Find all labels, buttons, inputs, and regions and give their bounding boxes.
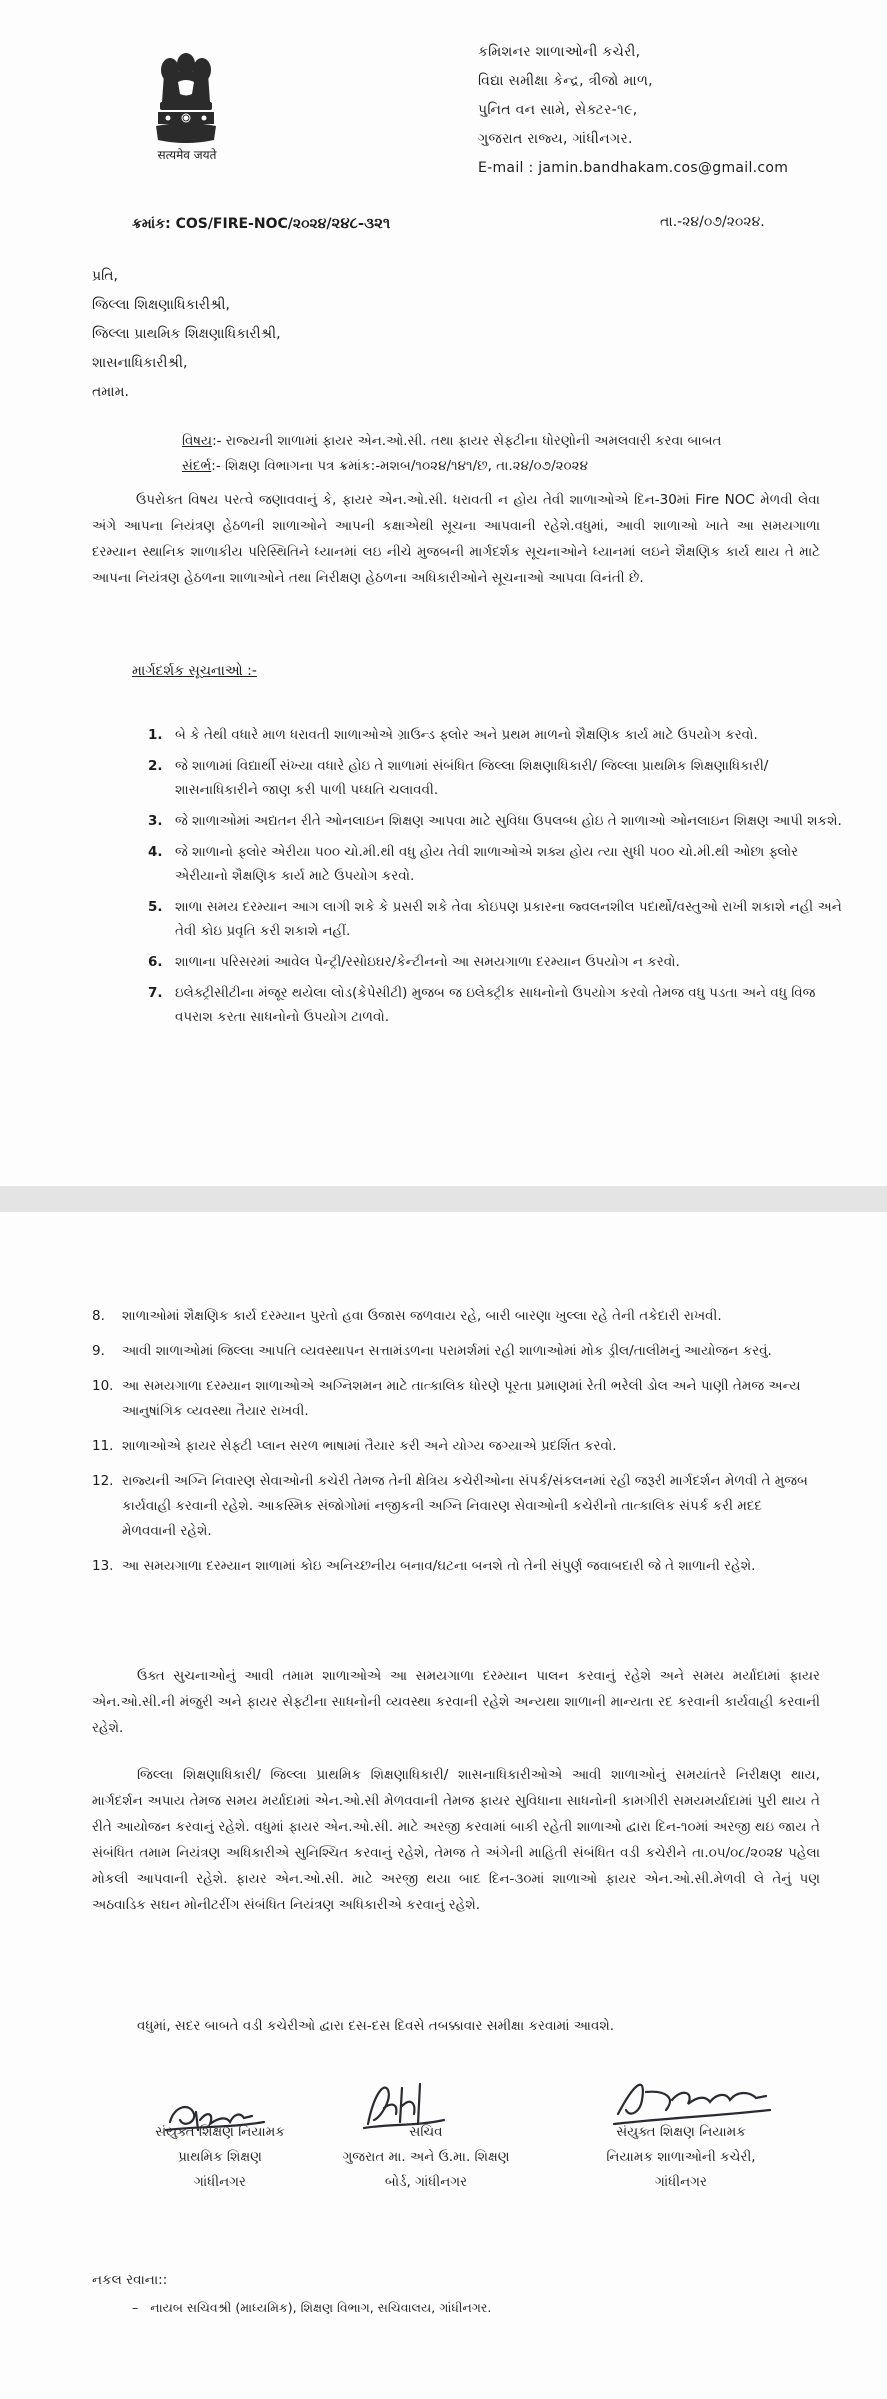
reference-label: ક્રમાંક: [132,216,171,232]
list-item [92,1374,818,1424]
signatory-line: નિયામક શાળાઓની કચેરી, [606,2149,756,2165]
item-text: રાજ્યની અગ્નિ નિવારણ સેવાઓની કચેરી તેમજ તેની ક્ષેત્રિય કચેરીઓના સંપર્ક/સંકલનમાં રહી જરૂરી માર્ગદર્શન મેળવી તે મુજબ કાર્યવાહી કરવાની રહેશે. આકસ્મિક સંજોગોમાં નજીકની અગ્નિ નિવારણ સેવાઓની કચેરીનો તાત્કાલિક સંપર્ક કરી મદદ મેળવવાની રહેશે. [122,1473,808,1539]
signatory-line: સંયુક્ત શિક્ષણ નિયામક [616,2124,746,2140]
item-number: 1. [148,727,163,743]
reference-number [132,214,390,232]
guidelines-list-continued [92,1304,818,1589]
reference-code: COS/FIRE-NOC/૨૦૨૪/ [175,216,332,232]
subject-block [182,429,832,479]
copy-to-heading: નકલ રવાના:: [92,2272,168,2288]
item-number: 3. [148,813,163,829]
item-number: 12. [92,1473,114,1489]
item-text: આ સમયગાળા દરમ્યાન શાળામાં કોઇ અનિચ્છનીય બનાવ/ઘટના બનશે તો તેની સંપુર્ણ જવાબદારી જે તે શાળાની રહેશે. [122,1558,756,1574]
subject-line [182,429,832,454]
signatory-line: ગાંધીનગર [193,2174,246,2190]
signature-block [130,2120,310,2195]
guidelines-heading: માર્ગદર્શક સૂચનાઓ :- [132,663,257,679]
office-line: વિદ્યા સમીક્ષા કેન્દ્ર, ત્રીજો માળ, [478,73,653,89]
item-number: 2. [148,758,163,774]
item-text: જે શાળાઓમાં અદ્યતન રીતે ઓનલાઇન શિક્ષણ આપવા માટે સુવિધા ઉપલબ્ધ હોઇ તે શાળાઓ ઓનલાઇન શિક્ષણ આપી શકશે. [175,813,842,829]
office-address [478,38,788,183]
item-text: આ સમયગાળા દરમ્યાન શાળાઓએ અગ્નિશમન માટે તાત્કાલિક ધોરણે પૂરતા પ્રમાણમાં રેતી ભરેલી ડોલ અને પાણી તેમજ અન્ય આનુષાંગિક વ્યવસ્થા તૈયાર રાખવી. [122,1378,801,1419]
item-text: આવી શાળાઓમાં જિલ્લા આપતિ વ્યવસ્થાપન સત્તામંડળના પરામર્શમાં રહી શાળાઓમાં મોક ડ્રીલ/તાલીમનું આયોજન કરવું. [122,1343,772,1359]
addressee-block [92,262,281,407]
item-number: 9. [92,1343,105,1359]
addressee-line: તમામ. [92,384,129,400]
item-text: બે કે તેથી વધારે માળ ધરાવતી શાળાઓએ ગ્રાઉન્ડ ફ્લોર અને પ્રથમ માળનો શૈક્ષણિક કાર્ય માટે ઉપયોગ કરવો. [175,727,758,743]
item-number: 10. [92,1378,114,1394]
addressee-line: શાસનાધિકારીશ્રી, [92,355,188,371]
list-item [148,950,848,974]
item-text: જે શાળામાં વિદ્યાર્થી સંખ્યા વધારે હોઇ તે શાળામાં સંબંધિત જિલ્લા શિક્ષણાધિકારી/ જિલ્લા પ્રાથમિક શિક્ષણાધિકારી/ શાસનાધિકારીને જાણ કરી પાળી પધ્ધતિ ચલાવવી. [175,758,769,798]
list-item [92,1339,818,1364]
reference-line [182,454,832,479]
item-text: ઇલેક્ટ્રીસીટીના મંજૂર થયેલા લોડ(કેપેસીટી) મુજબ જ ઇલેક્ટ્રીક સાધનોનો ઉપયોગ કરવો તેમજ વધુ પડતા અને વધુ વિજ વપરાશ કરતા સાધનોનો ઉપયોગ ટાળવો. [175,985,816,1025]
addressee-line: જિલ્લા પ્રાથમિક શિક્ષણાધિકારીશ્રી, [92,326,281,342]
closing-paragraph: જિલ્લા શિક્ષણાધિકારી/ જિલ્લા પ્રાથમિક શિક્ષણાધિકારી/ શાસનાધિકારીઓએ આવી શાળાઓનું સમયાંતરે નિરીક્ષણ થાય, માર્ગદર્શન અપાય તેમજ સમય મર્યાદામાં એન.ઓ.સી મેળવવાની તેમજ ફાયર સુવિધાના સાધનોની કામગીરી સમયમર્યાદામાં પુરી થાય તે રીતે આયોજન કરવાનું રહેશે. વધુમાં ફાયર એન.ઓ.સી. માટે અરજી કરવામાં બાકી રહેતી શાળાઓ દ્વારા દિન-૧૦માં અરજી થઇ જાય તે સંબંધિત તમામ નિયંત્રણ અધિકારીએ સુનિશ્ચિત કરવાનું રહેશે, તેમજ તે અંગેની માહિતી સંબંધિત વડી કચેરીને તા.૦૫/૦૮/૨૦૨૪ પહેલા મોકલી આપવાની રહેશે. ફાયર એન.ઓ.સી. માટે અરજી થયા બાદ દિન-૩૦માં શાળાઓ ફાયર એન.ઓ.સી.મેળવી લે તેનું પણ અઠવાડિક સઘન મોનીટરીંગ સંબંધિત નિયંત્રણ અધિકારીએ કરવાનું રહેશે. [92,1767,820,1913]
copy-to-item [132,2300,491,2316]
item-number: 5. [148,899,163,915]
closing-paragraph: ઉક્ત સુચનાઓનું આવી તમામ શાળાઓએ આ સમયગાળા દરમ્યાન પાલન કરવાનું રહેશે અને સમય મર્યાદામાં ફાયર એન.ઓ.સી.ની મંજુરી અને ફાયર સેફ્ટીના સાધનોની વ્યવસ્થા કરવાની રહેશે અન્યથા શાળાની માન્યતા રદ કરવાની કાર્યવાહી કરવાની રહેશે. [92,1668,820,1736]
item-number: 6. [148,954,163,970]
signature-block [566,2120,796,2195]
handwritten-signature-icon [606,2070,776,2130]
addressee-line: જિલ્લા શિક્ષણાધિકારીશ્રી, [92,297,230,313]
list-item [148,840,848,888]
reference-text: :- શિક્ષણ વિભાગના પત્ર ક્રમાંક:-મશબ/૧૦૨૪/૧૪૧/છ, તા.૨૪/૦૭/૨૦૨૪ [211,458,588,474]
letter-page-1 [0,0,887,1186]
signatory-line: સચિવ [409,2124,443,2140]
signatory-line: પ્રાથમિક શિક્ષણ [178,2149,262,2165]
list-item [92,1469,818,1544]
item-number: 4. [148,844,163,860]
item-text: શાળા સમય દરમ્યાન આગ લાગી શકે કે પ્રસરી શકે તેવા કોઇપણ પ્રકારના જ્વલનશીલ પદાર્થો/વસ્તુઓ રાખી શકાશે નહી અને તેવી કોઇ પ્રવૃતિ કરી શકાશે નહીં. [175,899,842,939]
item-text: જે શાળાનો ફ્લોર એરીયા ૫૦૦ ચો.મી.થી વધુ હોય તેવી શાળાઓએ શક્ય હોય ત્યા સુધી ૫૦૦ ચો.મી.થી ઓછા ફ્લોર એરીયાનો શૈક્ષણિક કાર્ય માટે ઉપયોગ કરવો. [175,844,799,884]
emblem-motto: सत्यमेव जयते [157,148,217,162]
item-number: 13. [92,1558,114,1574]
intro-paragraph: ઉપરોક્ત વિષય પરત્વે જણાવવાનું કે, ફાયર એન.ઓ.સી. ધરાવતી ન હોય તેવી શાળાઓએ દિન-30માં Fire NOC મેળવી લેવા અંગે આપના નિયંત્રણ હેઠળની શાળાઓને આપની કક્ષાએથી સૂચના આપવાની રહેશે.વધુમાં, આવી શાળાઓ ખાતે આ સમયગાળા દરમ્યાન સ્થાનિક શાળાકીય પરિસ્થિતિને ધ્યાનમાં લઇ નીચે મુજબની માર્ગદર્શક સૂચનાઓને ધ્યાનમાં લઇને શૈક્ષણિક કાર્ય થાય તે માટે આપના નિયંત્રણ હેઠળના શાળાઓને તથા નિરીક્ષણ હેઠળના અધિકારીઓને સૂચનાઓ આપવા વિનંતી છે. [92,492,820,586]
list-item [148,809,848,833]
closing-paragraph: વધુમાં, સદર બાબતે વડી કચેરીઓ દ્વારા દસ-દસ દિવસે તબક્કાવાર સમીક્ષા કરવામાં આવશે. [137,2018,615,2034]
subject-text: :- રાજ્યની શાળામાં ફાયર એન.ઓ.સી. તથા ફાયર સેફ્ટીના ધોરણોની અમલવારી કરવા બાબત [212,433,722,449]
signature-block [318,2120,534,2195]
list-item [148,754,848,802]
reference-date: તા.-૨૪/૦૭/૨૦૨૪. [660,214,765,230]
item-text: શાળાઓએ ફાયર સેફ્ટી પ્લાન સરળ ભાષામાં તૈયાર કરી અને યોગ્ય જગ્યાએ પ્રદર્શિત કરવો. [122,1438,617,1454]
subject-label: વિષય [182,433,213,449]
list-item [92,1554,818,1579]
reference-label-subject: સંદર્ભ [182,458,212,474]
list-item [92,1434,818,1459]
guidelines-list [148,723,848,1036]
item-number: 7. [148,985,163,1001]
signatory-line: બોર્ડ, ગાંધીનગર [384,2174,468,2190]
handwritten-signature-icon [160,2092,270,2142]
addressee-line: પ્રતિ, [92,268,118,284]
signatory-line: સંયુક્ત શિક્ષણ નિયામક [155,2124,285,2140]
copy-to-text: નાયબ સચિવશ્રી (માધ્યમિક), શિક્ષણ વિભાગ, સચિવાલય, ગાંધીનગર. [150,2300,492,2315]
handwritten-signature-icon [358,2074,448,2136]
item-number: 8. [92,1308,105,1324]
office-line: કમિશનર શાળાઓની કચેરી, [478,44,641,60]
item-text: શાળાના પરિસરમાં આવેલ પેન્ટ્રી/રસોઇઘર/કેન્ટીનનો આ સમયગાળા દરમ્યાન ઉપયોગ ન કરવો. [175,954,680,970]
list-item [92,1304,818,1329]
signatory-line: ગુજરાત મા. અને ઉ.મા. શિક્ષણ [342,2149,510,2165]
list-item [148,981,848,1029]
office-line: પુનિત વન સામે, સેક્ટર-૧૯, [478,102,638,118]
list-item [148,895,848,943]
list-item [148,723,848,747]
dash-bullet-icon: – [132,2300,139,2315]
handwritten-reference-no: ૨૪૮-૩૨૧ [331,214,391,232]
signatory-line: ગાંધીનગર [654,2174,707,2190]
office-email: E-mail : jamin.bandhakam.cos@gmail.com [478,160,789,176]
office-line: ગુજરાત રાજ્ય, ગાંધીનગર. [478,131,633,147]
item-number: 11. [92,1438,114,1454]
item-text: શાળાઓમાં શૈક્ષણિક કાર્ય દરમ્યાન પુરતો હવા ઉજાસ જળવાય રહે, બારી બારણા ખુલ્લા રહે તેની તકેદારી રાખવી. [122,1308,722,1324]
